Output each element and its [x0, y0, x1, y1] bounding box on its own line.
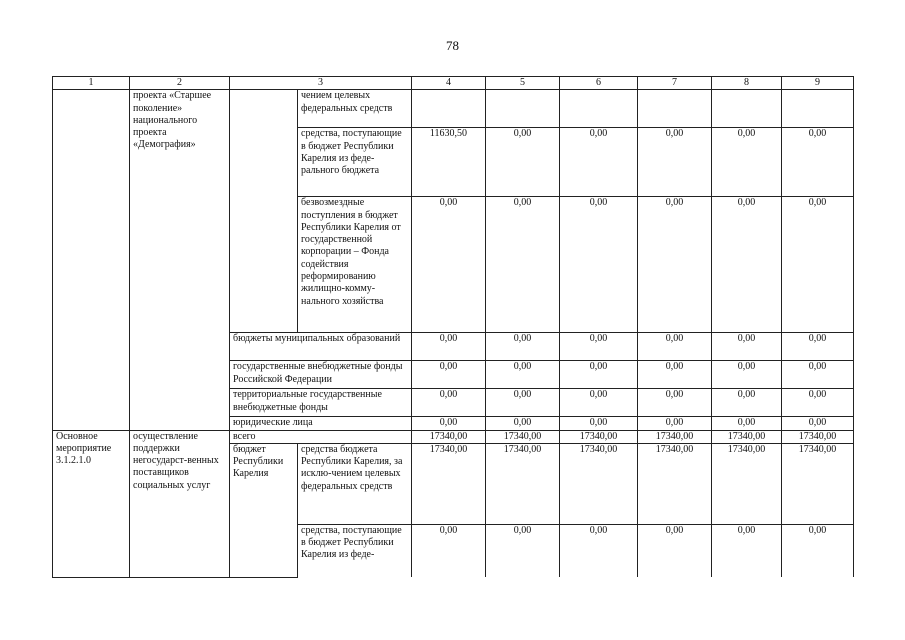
value-cell: 0,00: [712, 417, 782, 430]
activity-name-cell: проекта «Старшее поколение» национального проекта «Демография»: [130, 90, 230, 430]
value-cell: 17340,00: [486, 443, 560, 524]
value-cell: 17340,00: [712, 430, 782, 443]
value-cell: 0,00: [412, 333, 486, 361]
value-cell: 0,00: [782, 197, 854, 333]
source-label: всего: [230, 430, 412, 443]
value-cell: [486, 90, 560, 128]
column-number-row: [53, 77, 854, 90]
column-header: 1: [53, 77, 130, 90]
source-group-cell: [230, 90, 298, 333]
value-cell: 0,00: [486, 524, 560, 577]
source-label: государственные внебюджетные фонды Российской Федерации: [230, 361, 412, 389]
source-label: средства бюджета Республики Карелия, за исклю-чением целевых федеральных средств: [298, 443, 412, 524]
value-cell: 11630,50: [412, 128, 486, 197]
value-cell: [782, 90, 854, 128]
value-cell: 17340,00: [638, 430, 712, 443]
table-row: [53, 430, 854, 443]
value-cell: 0,00: [638, 524, 712, 577]
column-header: 2: [130, 77, 230, 90]
code-cell: Основное мероприятие 3.1.2.1.0: [53, 430, 130, 577]
value-cell: 0,00: [712, 389, 782, 417]
value-cell: 0,00: [486, 128, 560, 197]
value-cell: [560, 90, 638, 128]
column-header: 6: [560, 77, 638, 90]
value-cell: 17340,00: [412, 430, 486, 443]
value-cell: 17340,00: [782, 443, 854, 524]
value-cell: 0,00: [412, 389, 486, 417]
table-row: [53, 90, 854, 128]
column-header: 8: [712, 77, 782, 90]
column-header: 9: [782, 77, 854, 90]
value-cell: 0,00: [486, 333, 560, 361]
value-cell: 0,00: [712, 197, 782, 333]
column-header: 4: [412, 77, 486, 90]
value-cell: 17340,00: [560, 430, 638, 443]
source-label: территориальные государственные внебюджетные фонды: [230, 389, 412, 417]
source-label: безвозмездные поступления в бюджет Республики Карелия от государственной корпорации – Фонда содействия реформированию жилищно-комму-нального хозяйства: [298, 197, 412, 333]
value-cell: 0,00: [782, 333, 854, 361]
value-cell: 0,00: [638, 417, 712, 430]
value-cell: 0,00: [486, 417, 560, 430]
value-cell: 0,00: [486, 389, 560, 417]
value-cell: [638, 90, 712, 128]
activity-name-cell: осуществление поддержки негосударст-венных поставщиков социальных услуг: [130, 430, 230, 577]
value-cell: 17340,00: [782, 430, 854, 443]
value-cell: 0,00: [712, 128, 782, 197]
value-cell: [712, 90, 782, 128]
value-cell: 0,00: [782, 524, 854, 577]
page-number: 78: [446, 38, 459, 53]
column-header: 7: [638, 77, 712, 90]
value-cell: 0,00: [560, 128, 638, 197]
column-header: 5: [486, 77, 560, 90]
value-cell: 0,00: [782, 417, 854, 430]
value-cell: 0,00: [412, 524, 486, 577]
column-header: 3: [230, 77, 412, 90]
value-cell: 0,00: [712, 361, 782, 389]
source-label: средства, поступающие в бюджет Республики Карелия из феде-рального бюджета: [298, 128, 412, 197]
value-cell: 0,00: [638, 197, 712, 333]
value-cell: 0,00: [638, 128, 712, 197]
value-cell: 0,00: [782, 128, 854, 197]
source-label: юридические лица: [230, 417, 412, 430]
code-cell: [53, 90, 130, 430]
value-cell: [412, 90, 486, 128]
value-cell: 0,00: [486, 361, 560, 389]
value-cell: 0,00: [782, 389, 854, 417]
value-cell: 0,00: [486, 197, 560, 333]
value-cell: 17340,00: [412, 443, 486, 524]
value-cell: 0,00: [638, 333, 712, 361]
value-cell: 17340,00: [712, 443, 782, 524]
value-cell: 0,00: [638, 361, 712, 389]
value-cell: 0,00: [782, 361, 854, 389]
value-cell: 0,00: [412, 361, 486, 389]
value-cell: 17340,00: [486, 430, 560, 443]
value-cell: 0,00: [560, 524, 638, 577]
budget-table: [52, 76, 854, 578]
value-cell: 17340,00: [638, 443, 712, 524]
value-cell: 0,00: [412, 197, 486, 333]
value-cell: 0,00: [712, 524, 782, 577]
value-cell: 0,00: [712, 333, 782, 361]
source-label: средства, поступающие в бюджет Республики Карелия из феде-: [298, 524, 412, 577]
value-cell: 0,00: [560, 197, 638, 333]
source-label: чением целевых федеральных средств: [298, 90, 412, 128]
value-cell: 0,00: [560, 361, 638, 389]
value-cell: 0,00: [560, 417, 638, 430]
value-cell: 0,00: [412, 417, 486, 430]
value-cell: 0,00: [560, 389, 638, 417]
source-label: бюджеты муниципальных образований: [230, 333, 412, 361]
value-cell: 0,00: [560, 333, 638, 361]
source-group-cell: бюджет Республики Карелия: [230, 443, 298, 577]
value-cell: 17340,00: [560, 443, 638, 524]
value-cell: 0,00: [638, 389, 712, 417]
